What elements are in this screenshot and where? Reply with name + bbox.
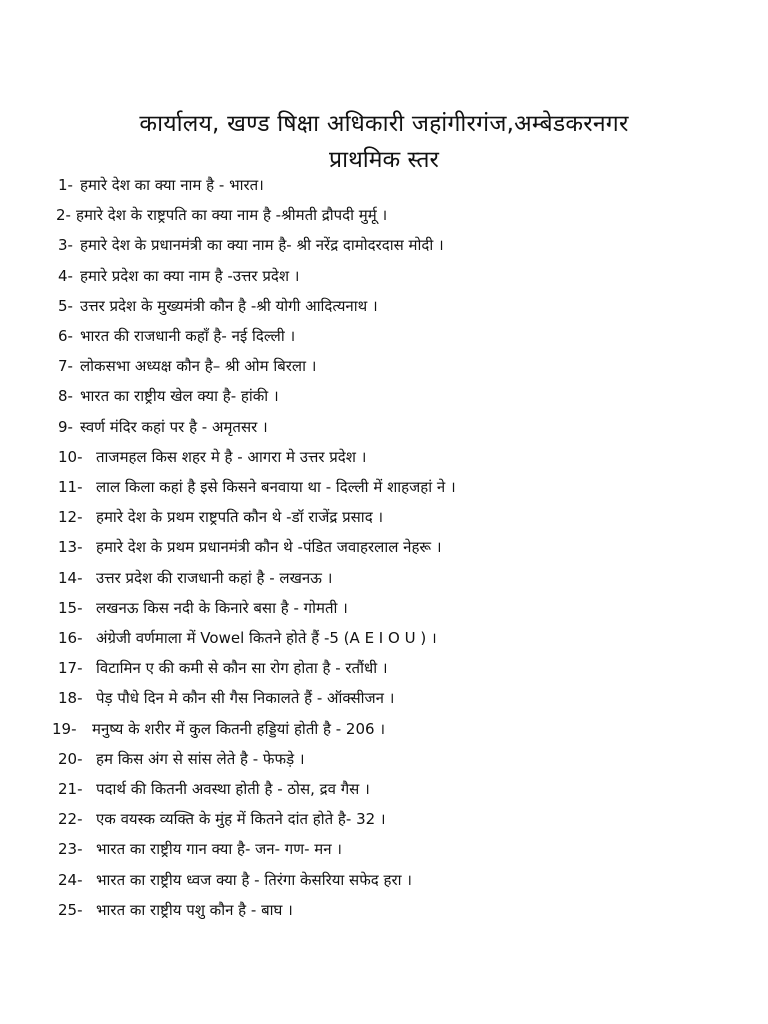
question-item	[0, 170, 768, 200]
question-text: मनुष्य के शरीर में कुल कितनी हड्डियां होती है - 206 ।	[92, 720, 386, 738]
question-item	[0, 381, 768, 411]
question-text: भारत का राष्ट्रीय गान क्या है- जन- गण- मन ।	[96, 840, 342, 858]
question-number: 12-	[58, 508, 83, 526]
question-text: हमारे देश के राष्ट्रपति का क्या नाम है -श्रीमती द्रौपदी मुर्मू ।	[76, 206, 388, 224]
question-item	[0, 714, 768, 744]
question-text: हमारे देश के प्रधानमंत्री का क्या नाम है- श्री नरेंद्र दामोदरदास मोदी ।	[80, 236, 444, 254]
question-item	[0, 472, 768, 502]
question-item	[0, 261, 768, 291]
question-text: अंग्रेजी वर्णमाला में Vowel कितने होते हैं -5 (A E I O U ) ।	[96, 629, 437, 647]
question-text: स्वर्ण मंदिर कहां पर है - अमृतसर ।	[80, 418, 268, 436]
question-number: 6-	[58, 327, 73, 345]
question-text: भारत का राष्ट्रीय खेल क्या है- हांकी ।	[80, 387, 279, 405]
question-item	[0, 412, 768, 442]
question-text: ताजमहल किस शहर मे है - आगरा मे उत्तर प्रदेश ।	[96, 448, 367, 466]
question-text: उत्तर प्रदेश के मुख्यमंत्री कौन है -श्री योगी आदित्यनाथ ।	[80, 297, 378, 315]
question-item	[0, 321, 768, 351]
question-number: 17-	[58, 659, 83, 677]
question-text: भारत की राजधानी कहाँ है- नई दिल्ली ।	[80, 327, 296, 345]
question-number: 2-	[56, 206, 71, 224]
question-number: 24-	[58, 871, 83, 889]
question-item	[0, 834, 768, 864]
question-number: 14-	[58, 569, 83, 587]
question-number: 20-	[58, 750, 83, 768]
question-text: उत्तर प्रदेश की राजधानी कहां है - लखनऊ ।	[96, 569, 333, 587]
question-text: एक वयस्क व्यक्ति के मुंह में कितने दांत होते है- 32 ।	[96, 810, 386, 828]
question-item	[0, 291, 768, 321]
question-number: 15-	[58, 599, 83, 617]
question-item	[0, 774, 768, 804]
question-item	[0, 230, 768, 260]
question-item	[0, 865, 768, 895]
question-number: 10-	[58, 448, 83, 466]
question-item	[0, 623, 768, 653]
question-number: 22-	[58, 810, 83, 828]
question-text: लोकसभा अध्यक्ष कौन है– श्री ओम बिरला ।	[80, 357, 317, 375]
question-item	[0, 532, 768, 562]
question-text: हम किस अंग से सांस लेते है - फेफड़े ।	[96, 750, 305, 768]
question-text: हमारे प्रदेश का क्या नाम है -उत्तर प्रदेश ।	[80, 267, 300, 285]
question-text: हमारे देश का क्या नाम है - भारत।	[80, 176, 264, 194]
question-text: पेड़ पौधे दिन मे कौन सी गैस निकालते हैं - ऑक्सीजन ।	[96, 689, 395, 707]
question-number: 18-	[58, 689, 83, 707]
question-text: हमारे देश के प्रथम राष्ट्रपति कौन थे -डॉ राजेंद्र प्रसाद ।	[96, 508, 384, 526]
question-item	[0, 653, 768, 683]
question-item	[0, 442, 768, 472]
question-number: 5-	[58, 297, 73, 315]
question-number: 25-	[58, 901, 83, 919]
question-number: 16-	[58, 629, 83, 647]
question-text: भारत का राष्ट्रीय ध्वज क्या है - तिरंगा केसरिया सफेद हरा ।	[96, 871, 412, 889]
question-text: लखनऊ किस नदी के किनारे बसा है - गोमती ।	[96, 599, 348, 617]
question-number: 19-	[52, 720, 77, 738]
question-item	[0, 895, 768, 925]
question-number: 9-	[58, 418, 73, 436]
question-number: 8-	[58, 387, 73, 405]
question-item	[0, 502, 768, 532]
question-item	[0, 683, 768, 713]
page-subtitle: प्राथमिक स्तर	[329, 147, 439, 173]
question-text: लाल किला कहां है इसे किसने बनवाया था - दिल्ली में शाहजहां ने ।	[96, 478, 456, 496]
question-item	[0, 563, 768, 593]
question-text: हमारे देश के प्रथम प्रधानमंत्री कौन थे -पंडित जवाहरलाल नेहरू ।	[96, 538, 442, 556]
question-item	[0, 804, 768, 834]
question-item	[0, 744, 768, 774]
question-text: पदार्थ की कितनी अवस्था होती है - ठोस, द्रव गैस ।	[96, 780, 370, 798]
question-number: 23-	[58, 840, 83, 858]
question-item	[0, 593, 768, 623]
question-item	[0, 200, 768, 230]
question-text: भारत का राष्ट्रीय पशु कौन है - बाघ ।	[96, 901, 293, 919]
question-number: 11-	[58, 478, 83, 496]
question-number: 1-	[58, 176, 73, 194]
question-number: 4-	[58, 267, 73, 285]
question-number: 7-	[58, 357, 73, 375]
question-number: 13-	[58, 538, 83, 556]
question-number: 21-	[58, 780, 83, 798]
question-text: विटामिन ए की कमी से कौन सा रोग होता है - रतौंधी ।	[96, 659, 388, 677]
question-item	[0, 351, 768, 381]
page-title: कार्यालय, खण्ड षिक्षा अधिकारी जहांगीरगंज,अम्बेडकरनगर	[139, 111, 629, 137]
question-number: 3-	[58, 236, 73, 254]
